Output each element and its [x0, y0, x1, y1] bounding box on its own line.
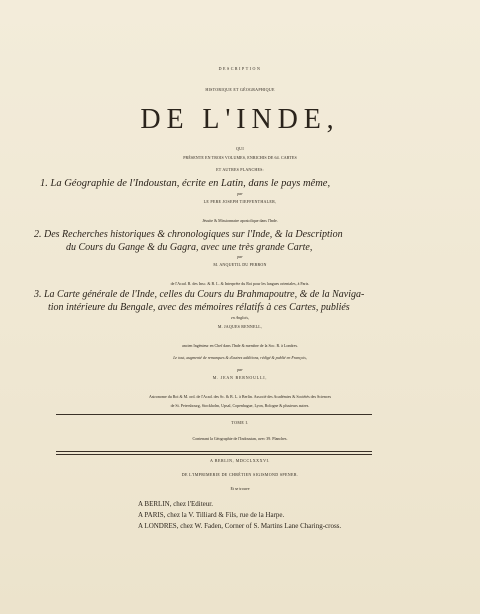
final-author: M. JEAN BERNOULLI, [212, 375, 268, 380]
item2-line1: 2. Des Recherches historiques & chronologiques sur l'Inde, & la Description [34, 229, 343, 240]
final-role2: de St. Petersbourg, Stockholm, Upsal, Copenhague, Lyon, Bologne & plusieurs autres. [170, 403, 310, 408]
imprint-et: Et se trouve [230, 486, 250, 491]
item1-role: Jésuite & Missionnaire apostolique dans l'Inde. [202, 218, 278, 223]
qui-label: QUI [235, 146, 245, 151]
tome-label: TOME I. [231, 420, 249, 425]
final-par: par [237, 367, 243, 372]
item1-text: 1. La Géographie de l'Indoustan, écrite en Latin, dans le pays même, [40, 178, 331, 189]
item3-line3: en Anglois, [231, 315, 249, 320]
title-description: DESCRIPTION [218, 66, 262, 71]
final-line: Le tout, augmenté de remarques & d'autres additions, rédigé & publié en François, [173, 355, 307, 360]
item3-author: M. JAQUES RENNELL, [217, 324, 263, 329]
imprint-addr-berlin: A BERLIN, chez l'Editeur. [138, 500, 213, 508]
imprint-city: A BERLIN, MDCCLXXXVI. [210, 458, 270, 463]
item3-line1: 3. La Carte générale de l'Inde, celles du Cours du Brahmapoutre, & de la Naviga- [34, 289, 365, 300]
item2-line2: du Cours du Gange & du Gagra, avec une très grande Carte, [66, 242, 313, 253]
title-historique: HISTORIQUE ET GÉOGRAPHIQUE [205, 87, 275, 92]
imprint-printer: DE L'IMPRIMERIE DE CHRÉTIEN SIGISMOND SPENER. [181, 472, 299, 477]
title-main: DE L'INDE, [140, 104, 340, 135]
rule-bottom [56, 451, 372, 455]
rule-top [56, 414, 372, 415]
item1-par: par [237, 191, 243, 196]
item3-role: ancien Ingénieur en Chef dans l'Inde & membre de la Soc. R. à Londres. [181, 343, 298, 348]
imprint-addr-paris: A PARIS, chez la V. Tilliard & Fils, rue de la Harpe. [138, 511, 285, 519]
tome-contents: Contenant la Géographie de l'Indoustan, avec 39. Planches. [192, 436, 288, 441]
item2-role: de l'Acad. R. des Insc. & B. L. & Interprète du Roi pour les langues orientales, à Paris. [170, 281, 310, 286]
item3-line2: tion intérieure du Bengale, avec des mémoires rélatifs à ces Cartes, publiés [48, 302, 350, 313]
presente-line: PRÉSENTE EN TROIS VOLUMES, ENRICHIS DE 64. CARTES [183, 155, 297, 160]
item1-author: LE PERE JOSEPH TIEFFENTHALER, [203, 199, 277, 204]
item2-par: par [237, 254, 243, 259]
planches-line: ET AUTRES PLANCHES: [216, 167, 264, 172]
imprint-addr-london: A LONDRES, chez W. Faden, Corner of S. Martins Lane Charing-cross. [138, 522, 342, 530]
item2-author: M. ANQUETIL DU PERRON [213, 262, 267, 267]
final-role1: Astronome du Roi & M. ord. de l'Acad. des Sc. & B. L. à Berlin. Associé des Académies & Sociétés des Sciences [148, 394, 332, 399]
